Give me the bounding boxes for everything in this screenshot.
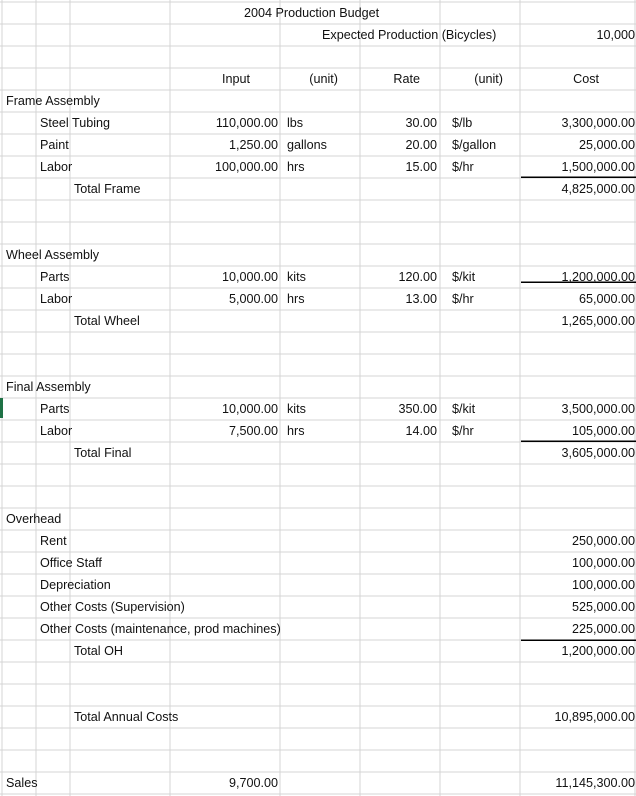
header-rate-unit[interactable]: (unit) xyxy=(474,72,503,86)
final-item-rate-unit[interactable]: $/hr xyxy=(452,424,474,438)
frame-item-rate-unit[interactable]: $/hr xyxy=(452,160,474,174)
overhead-item-cost[interactable]: 100,000.00 xyxy=(571,578,635,592)
frame-total-value[interactable]: 4,825,000.00 xyxy=(561,182,635,196)
frame-item-rate[interactable]: 30.00 xyxy=(405,116,437,130)
total-annual-costs-value[interactable]: 10,895,000.00 xyxy=(554,710,635,724)
overhead-total-value[interactable]: 1,200,000.00 xyxy=(561,644,635,658)
final-item-input[interactable]: 10,000.00 xyxy=(221,402,278,416)
final-item-name[interactable]: Parts xyxy=(40,402,70,416)
frame-section-label[interactable]: Frame Assembly xyxy=(6,94,100,108)
frame-item-unit[interactable]: lbs xyxy=(287,116,304,130)
final-total-label[interactable]: Total Final xyxy=(74,446,132,460)
wheel-item-input[interactable]: 10,000.00 xyxy=(221,270,278,284)
overhead-item-cost[interactable]: 225,000.00 xyxy=(571,622,635,636)
overhead-item-cost[interactable]: 525,000.00 xyxy=(571,600,635,614)
frame-item-rate-unit[interactable]: $/gallon xyxy=(452,138,497,152)
frame-item-cost[interactable]: 1,500,000.00 xyxy=(561,160,635,174)
final-item-rate[interactable]: 350.00 xyxy=(398,402,437,416)
overhead-item-name[interactable]: Office Staff xyxy=(40,556,102,570)
wheel-item-rate[interactable]: 13.00 xyxy=(405,292,437,306)
overhead-item-name[interactable]: Rent xyxy=(40,534,67,548)
overhead-item-name[interactable]: Depreciation xyxy=(40,578,111,592)
frame-total-label[interactable]: Total Frame xyxy=(74,182,141,196)
frame-item-cost[interactable]: 25,000.00 xyxy=(578,138,635,152)
final-item-name[interactable]: Labor xyxy=(40,424,73,438)
frame-item-rate[interactable]: 15.00 xyxy=(405,160,437,174)
wheel-item-unit[interactable]: hrs xyxy=(287,292,305,306)
final-total-value[interactable]: 3,605,000.00 xyxy=(561,446,635,460)
frame-item-name[interactable]: Paint xyxy=(40,138,69,152)
budget-title[interactable]: 2004 Production Budget xyxy=(244,6,380,20)
header-rate[interactable]: Rate xyxy=(393,72,420,86)
wheel-item-name[interactable]: Labor xyxy=(40,292,73,306)
final-section-label[interactable]: Final Assembly xyxy=(6,380,91,394)
overhead-total-label[interactable]: Total OH xyxy=(74,644,123,658)
frame-item-cost[interactable]: 3,300,000.00 xyxy=(561,116,635,130)
sales-value[interactable]: 11,145,300.00 xyxy=(555,776,635,790)
wheel-item-cost[interactable]: 1,200,000.00 xyxy=(561,270,635,284)
expected-production-value[interactable]: 10,000 xyxy=(596,28,635,42)
active-row-indicator xyxy=(0,398,3,418)
final-item-unit[interactable]: kits xyxy=(287,402,306,416)
overhead-item-cost[interactable]: 100,000.00 xyxy=(571,556,635,570)
header-unit[interactable]: (unit) xyxy=(309,72,338,86)
frame-item-unit[interactable]: hrs xyxy=(287,160,305,174)
wheel-item-rate[interactable]: 120.00 xyxy=(398,270,437,284)
sales-input[interactable]: 9,700.00 xyxy=(228,776,278,790)
wheel-section-label[interactable]: Wheel Assembly xyxy=(6,248,100,262)
frame-item-name[interactable]: Steel Tubing xyxy=(40,116,111,130)
overhead-item-name[interactable]: Other Costs (Supervision) xyxy=(40,600,185,614)
frame-item-unit[interactable]: gallons xyxy=(287,138,327,152)
wheel-item-rate-unit[interactable]: $/kit xyxy=(452,270,476,284)
overhead-item-cost[interactable]: 250,000.00 xyxy=(571,534,635,548)
wheel-total-label[interactable]: Total Wheel xyxy=(74,314,140,328)
final-item-rate-unit[interactable]: $/kit xyxy=(452,402,476,416)
wheel-item-cost[interactable]: 65,000.00 xyxy=(578,292,635,306)
frame-item-input[interactable]: 1,250.00 xyxy=(228,138,278,152)
wheel-item-rate-unit[interactable]: $/hr xyxy=(452,292,474,306)
wheel-total-value[interactable]: 1,265,000.00 xyxy=(561,314,635,328)
frame-item-rate-unit[interactable]: $/lb xyxy=(452,116,473,130)
final-item-cost[interactable]: 105,000.00 xyxy=(571,424,635,438)
wheel-item-input[interactable]: 5,000.00 xyxy=(228,292,278,306)
header-input[interactable]: Input xyxy=(221,72,250,86)
wheel-item-unit[interactable]: kits xyxy=(287,270,306,284)
final-item-rate[interactable]: 14.00 xyxy=(405,424,437,438)
header-cost[interactable]: Cost xyxy=(573,72,599,86)
expected-production-label[interactable]: Expected Production (Bicycles) xyxy=(322,28,497,42)
frame-item-name[interactable]: Labor xyxy=(40,160,73,174)
frame-item-rate[interactable]: 20.00 xyxy=(405,138,437,152)
sales-label[interactable]: Sales xyxy=(6,776,38,790)
wheel-item-name[interactable]: Parts xyxy=(40,270,70,284)
total-annual-costs-label[interactable]: Total Annual Costs xyxy=(74,710,179,724)
overhead-section-label[interactable]: Overhead xyxy=(6,512,62,526)
frame-item-input[interactable]: 100,000.00 xyxy=(214,160,278,174)
final-item-unit[interactable]: hrs xyxy=(287,424,305,438)
final-item-cost[interactable]: 3,500,000.00 xyxy=(561,402,635,416)
overhead-item-name[interactable]: Other Costs (maintenance, prod machines) xyxy=(40,622,281,636)
frame-item-input[interactable]: 110,000.00 xyxy=(215,116,278,130)
final-item-input[interactable]: 7,500.00 xyxy=(228,424,278,438)
